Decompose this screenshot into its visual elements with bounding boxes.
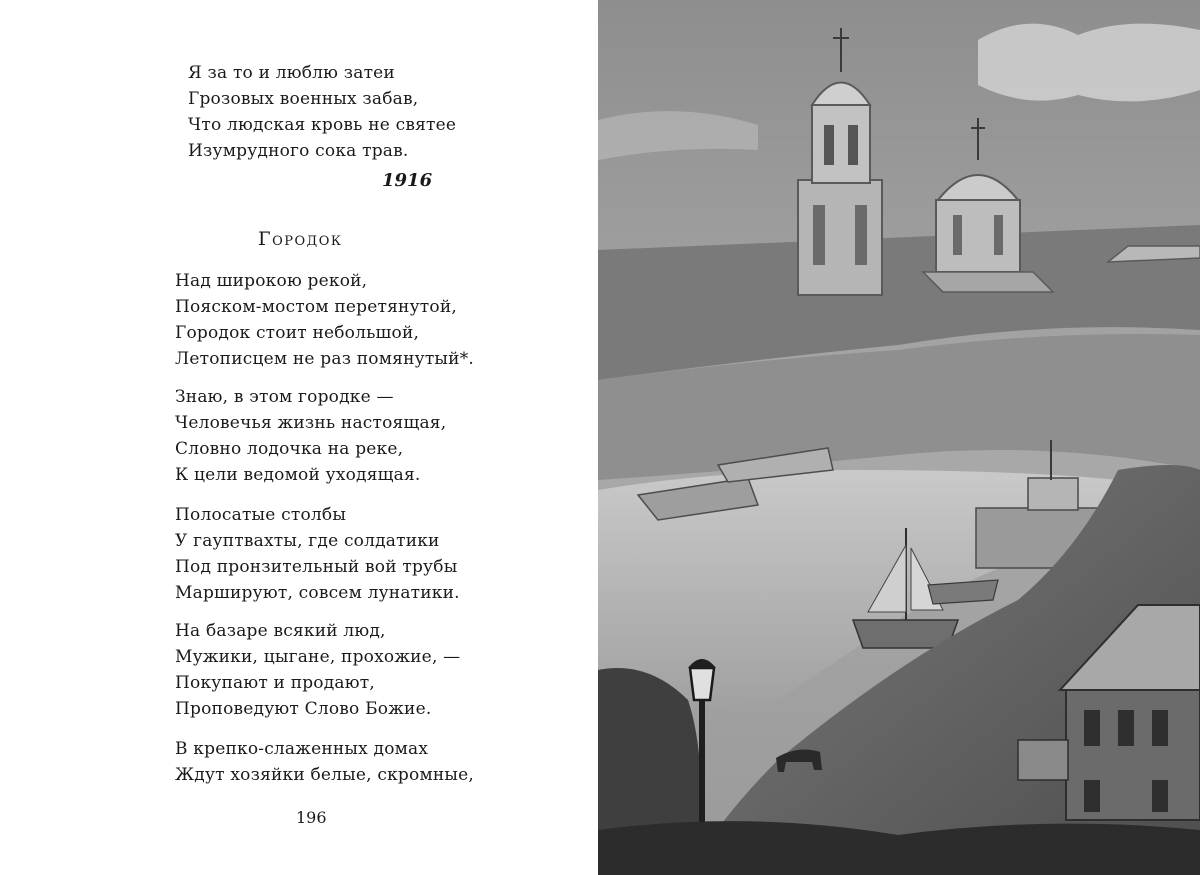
verse-line: Словно лодочка на реке, — [175, 439, 404, 459]
verse-line: Под пронзительный вой трубы — [175, 557, 458, 577]
stanza-5 — [175, 736, 474, 788]
verse-line: Ждут хозяйки белые, скромные, — [175, 765, 474, 785]
verse-line: Мужики, цыгане, прохожие, — — [175, 647, 461, 667]
verse-line: Что людская кровь не святее — [188, 115, 457, 135]
verse-line: Изумрудного сока трав. — [188, 141, 409, 161]
verse-line: Человечья жизнь настоящая, — [175, 413, 447, 433]
text-page — [0, 0, 598, 875]
verse-line: Я за то и люблю затеи — [188, 63, 395, 83]
previous-poem-stanza — [188, 60, 456, 164]
verse-line: Проповедуют Слово Божие. — [175, 699, 432, 719]
page-number: 196 — [296, 808, 327, 827]
verse-line: Маршируют, совсем лунатики. — [175, 583, 460, 603]
poem-year: 1916 — [382, 170, 433, 191]
stanza-2 — [175, 384, 446, 488]
stanza-1 — [175, 268, 474, 372]
verse-line: Полосатые столбы — [175, 505, 347, 525]
verse-line: На базаре всякий люд, — [175, 621, 386, 641]
verse-line: Над широкою рекой, — [175, 271, 368, 291]
cloud — [978, 24, 1200, 102]
stanza-4 — [175, 618, 460, 722]
verse-line: К цели ведомой уходящая. — [175, 465, 421, 485]
poem-title: Городок — [258, 228, 343, 250]
verse-line: Пояском-мостом перетянутой, — [175, 297, 457, 317]
verse-line: Знаю, в этом городке — — [175, 387, 394, 407]
town-river-illustration — [598, 0, 1200, 875]
verse-line: В крепко-слаженных домах — [175, 739, 429, 759]
verse-line: Грозовых военных забав, — [188, 89, 419, 109]
verse-line: Летописцем не раз помянутый*. — [175, 349, 474, 369]
stanza-3 — [175, 502, 460, 606]
verse-line: Городок стоит небольшой, — [175, 323, 420, 343]
verse-line: У гауптвахты, где солдатики — [175, 531, 440, 551]
pencil-drawing — [598, 0, 1200, 875]
verse-line: Покупают и продают, — [175, 673, 375, 693]
